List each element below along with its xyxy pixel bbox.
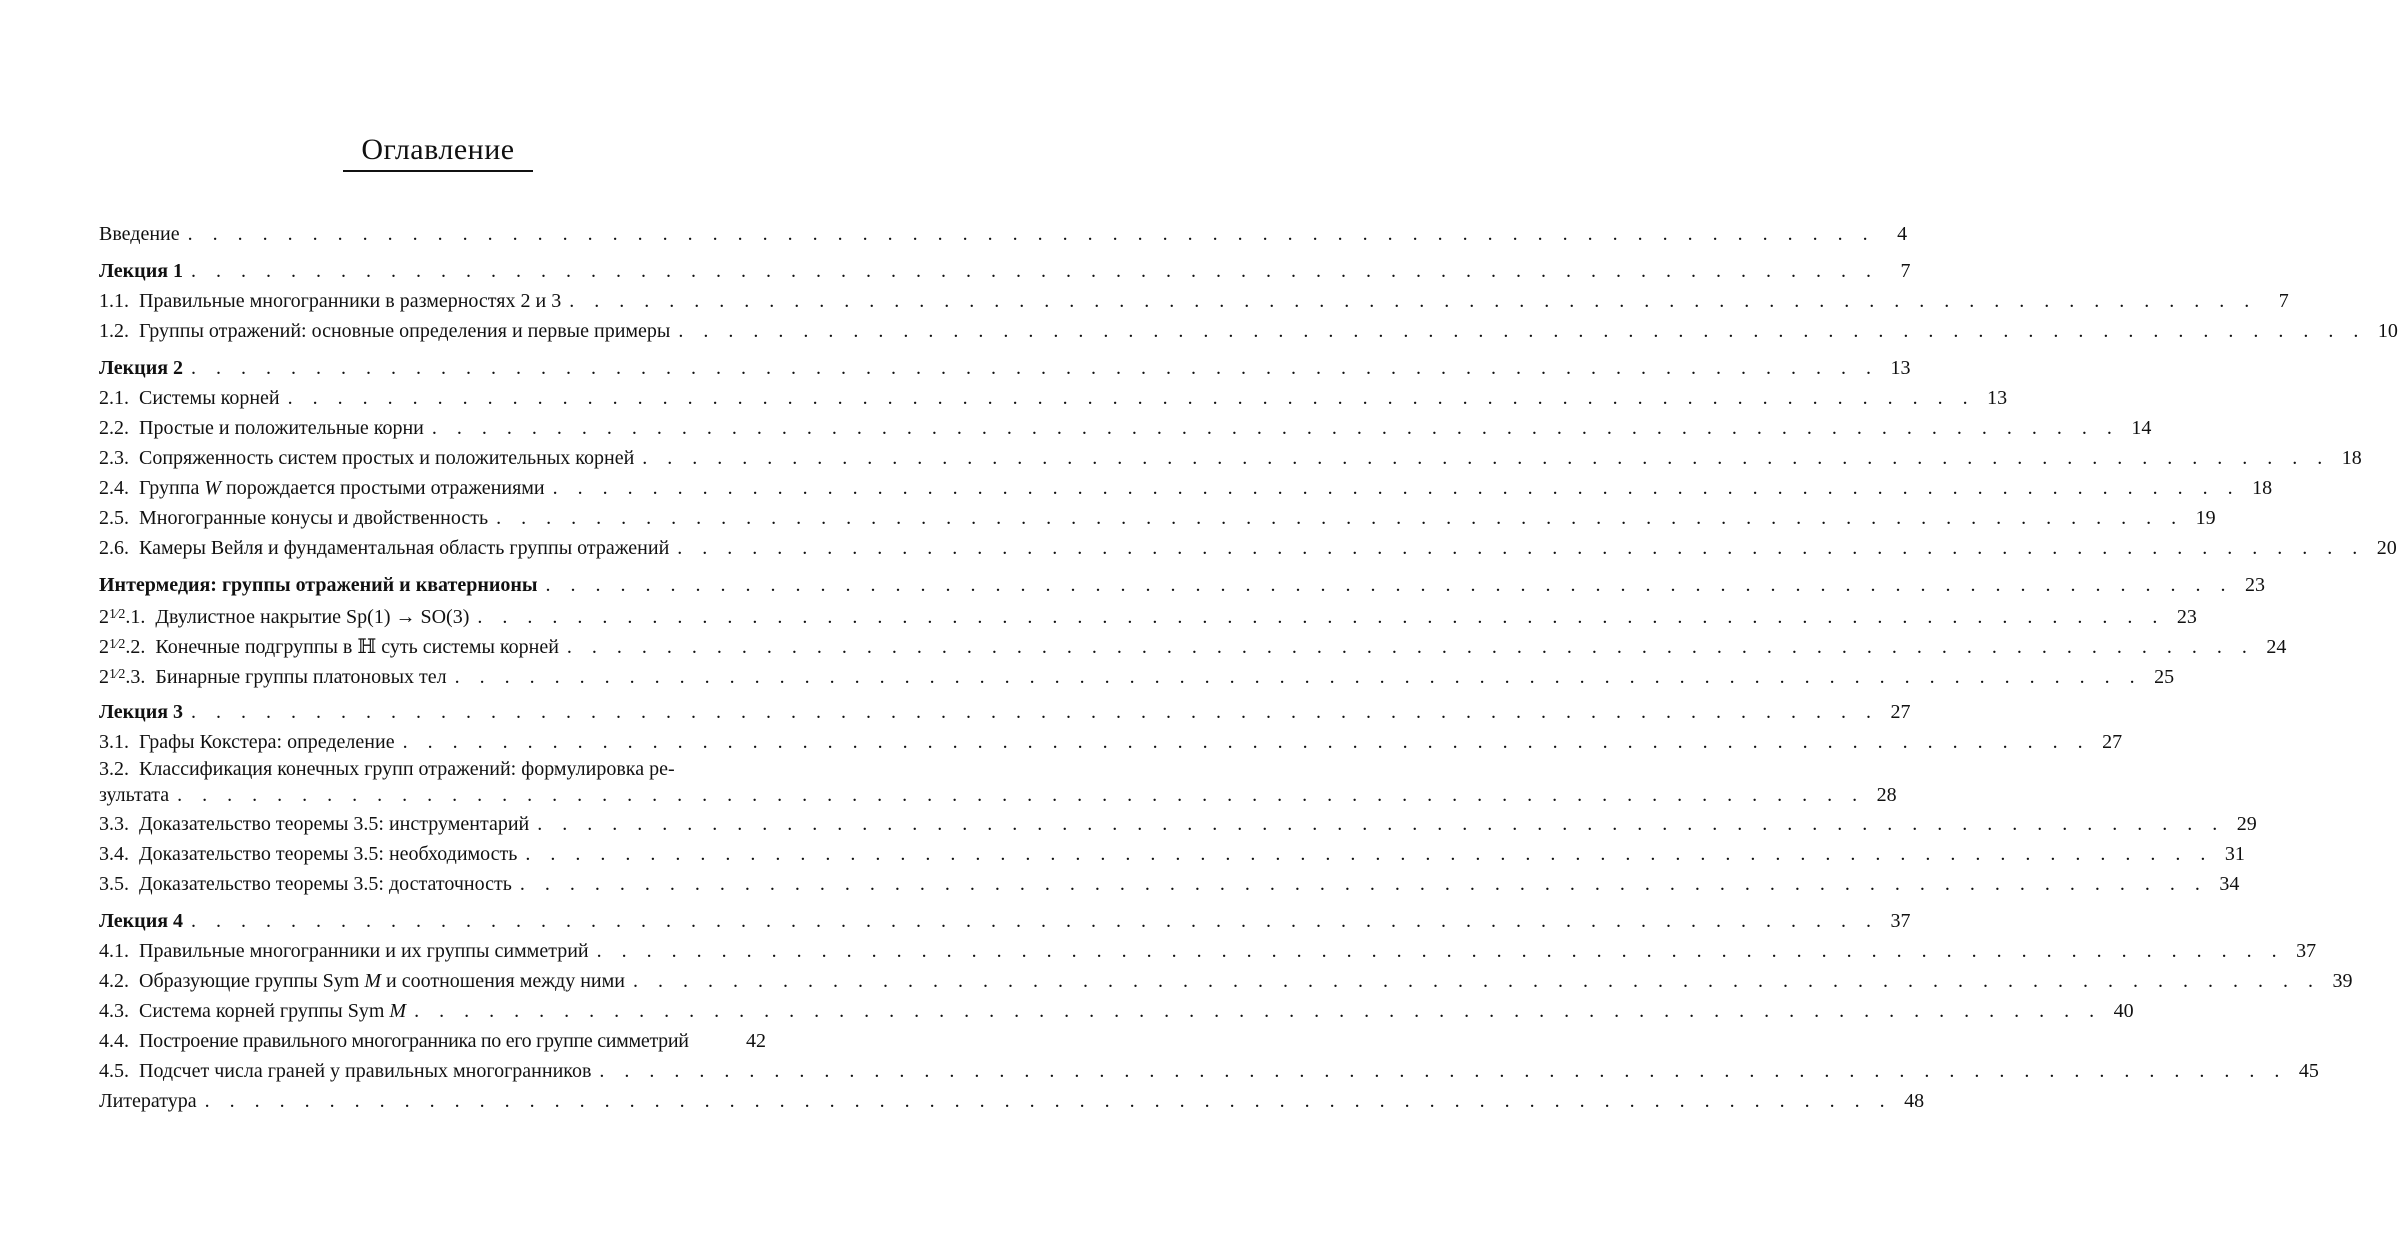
- toc-entry-label: [139, 473, 545, 503]
- section-number: 3.1.: [99, 731, 129, 753]
- label-text: и соотношения между ними: [381, 970, 625, 992]
- toc-entry-label: Классификация конечных групп отражений: формулировка ре-: [139, 758, 675, 780]
- number-part: .2.: [125, 636, 146, 658]
- table-of-contents: [99, 219, 2398, 1116]
- toc-entry-2h-1[interactable]: [99, 600, 2197, 630]
- section-number: [99, 600, 145, 632]
- toc-entry-4-1[interactable]: [99, 936, 2317, 966]
- fraction-half: 1⁄2: [109, 637, 126, 652]
- dot-leader: [288, 383, 1976, 413]
- dot-leader: [546, 570, 2234, 600]
- toc-entry-page: 18: [2252, 477, 2273, 499]
- toc-entry-page: 24: [2266, 636, 2287, 658]
- toc-entry-2-5[interactable]: [99, 503, 2216, 533]
- toc-entry-label: Сопряженность систем простых и положительных корней: [139, 447, 635, 469]
- section-number: 4.2.: [99, 970, 129, 992]
- dot-leader: [537, 809, 2225, 839]
- section-number: 3.4.: [99, 843, 129, 865]
- number-part: 2: [99, 636, 109, 658]
- toc-entry-1-2[interactable]: [99, 316, 2398, 346]
- section-number: 2.3.: [99, 447, 129, 469]
- section-number: 3.2.: [99, 758, 129, 780]
- toc-entry-page: 34: [2219, 873, 2240, 895]
- toc-entry-page: 37: [1890, 910, 1911, 932]
- toc-entry-label: Доказательство теоремы 3.5: достаточность: [139, 873, 512, 895]
- toc-entry-label: Группы отражений: основные определения и первые примеры: [139, 320, 671, 342]
- toc-entry-page: 48: [1904, 1090, 1925, 1112]
- number-part: .3.: [125, 666, 146, 688]
- toc-entry-2-4[interactable]: [99, 473, 2273, 503]
- toc-entry-label: Подсчет числа граней у правильных многогранников: [139, 1060, 592, 1082]
- dot-leader: [677, 533, 2365, 563]
- toc-entry-label: Доказательство теоремы 3.5: инструментарий: [139, 813, 530, 835]
- toc-entry-label: Системы корней: [139, 387, 280, 409]
- toc-entry-2h-3[interactable]: [99, 660, 2175, 690]
- toc-entry-4-4[interactable]: [99, 1026, 766, 1056]
- toc-entry-page: 13: [1987, 387, 2008, 409]
- dot-leader: [520, 869, 2208, 899]
- toc-entry-2-1[interactable]: [99, 383, 2008, 413]
- section-number: 4.5.: [99, 1060, 129, 1082]
- dot-leader: [205, 1086, 1893, 1116]
- toc-entry-page: 10: [2377, 320, 2398, 342]
- toc-entry-label: Многогранные конусы и двойственность: [139, 507, 489, 529]
- toc-entry-2-6[interactable]: [99, 533, 2397, 563]
- toc-entry-bibliography[interactable]: [99, 1086, 1925, 1116]
- dot-leader: [567, 632, 2255, 662]
- toc-entry-label: Камеры Вейля и фундаментальная область группы отражений: [139, 537, 670, 559]
- dot-leader: [191, 353, 1879, 383]
- dot-leader: [432, 413, 2120, 443]
- toc-entry-2-2[interactable]: [99, 413, 2152, 443]
- toc-entry-label: Простые и положительные корни: [139, 417, 424, 439]
- toc-entry-label: Введение: [99, 223, 180, 245]
- label-text: Образующие группы Sym: [139, 970, 365, 992]
- toc-entry-label: Двулистное накрытие Sp(1) → SO(3): [155, 606, 470, 628]
- toc-entry-label: [139, 996, 406, 1026]
- dot-leader: [191, 256, 1879, 286]
- toc-entry-2-3[interactable]: [99, 443, 2362, 473]
- toc-entry-3-5[interactable]: [99, 869, 2240, 899]
- number-part: .1.: [125, 606, 146, 628]
- toc-entry-page: 14: [2131, 417, 2152, 439]
- page-title: Оглавление: [343, 131, 532, 172]
- toc-entry-label: Правильные многогранники в размерностях 2 и 3: [139, 290, 562, 312]
- dot-leader: [177, 781, 1865, 809]
- dot-leader: [642, 443, 2330, 473]
- section-number: 2.5.: [99, 507, 129, 529]
- number-part: 2: [99, 666, 109, 688]
- toc-entry-page: 40: [2113, 1000, 2134, 1022]
- toc-entry-page: 19: [2195, 507, 2216, 529]
- toc-entry-label: Лекция 2: [99, 357, 184, 379]
- label-text: Группа: [139, 477, 205, 499]
- dot-leader: [414, 996, 2102, 1026]
- toc-entry-4-3[interactable]: [99, 996, 2134, 1026]
- section-number: 2.6.: [99, 537, 129, 559]
- toc-entry-page: 42: [746, 1030, 766, 1052]
- fraction-half: 1⁄2: [109, 607, 126, 622]
- dot-leader: [191, 906, 1879, 936]
- label-text: порождается простыми отражениями: [221, 477, 545, 499]
- fraction-half: 1⁄2: [109, 667, 126, 682]
- toc-entry-label: Лекция 4: [99, 910, 184, 932]
- toc-entry-page: 25: [2154, 666, 2175, 688]
- toc-entry-label: Доказательство теоремы 3.5: необходимость: [139, 843, 518, 865]
- section-number: [99, 630, 145, 662]
- toc-entry-page: 37: [2296, 940, 2317, 962]
- section-number: 2.1.: [99, 387, 129, 409]
- toc-entry-page: 23: [2176, 606, 2197, 628]
- toc-entry-page: 27: [2102, 731, 2123, 753]
- toc-entry-label: зультата: [99, 784, 170, 806]
- toc-entry-label: [139, 966, 625, 996]
- toc-entry-page: 7: [1900, 260, 1911, 282]
- toc-entry-page: 7: [2278, 290, 2289, 312]
- section-number: 4.3.: [99, 1000, 129, 1022]
- toc-entry-line-1: [99, 757, 1897, 781]
- toc-entry-2h-2[interactable]: [99, 630, 2287, 660]
- section-number: [99, 660, 145, 692]
- dot-leader: [188, 219, 1876, 249]
- math-symbol: M: [364, 970, 382, 992]
- toc-entry-page: 28: [1876, 784, 1897, 806]
- toc-entry-page: 13: [1890, 357, 1911, 379]
- toc-entry-label: Литература: [99, 1090, 197, 1112]
- toc-entry-lecture-1[interactable]: [99, 256, 1911, 286]
- toc-entry-label: Правильные многогранники и их группы симметрий: [139, 940, 589, 962]
- toc-entry-3-4[interactable]: [99, 839, 2245, 869]
- toc-entry-3-1[interactable]: [99, 727, 2123, 757]
- dot-leader: [477, 602, 2165, 632]
- label-text: Система корней группы Sym: [139, 1000, 390, 1022]
- dot-leader: [496, 503, 2184, 533]
- dot-leader: [597, 936, 2285, 966]
- dot-leader: [455, 662, 2143, 692]
- number-part: 2: [99, 606, 109, 628]
- dot-leader: [403, 727, 2091, 757]
- math-symbol: M: [389, 1000, 407, 1022]
- toc-entry-4-5[interactable]: [99, 1056, 2319, 1086]
- toc-entry-label: Конечные подгруппы в ℍ суть системы корней: [155, 636, 559, 658]
- dot-leader: [633, 966, 2321, 996]
- toc-entry-3-2[interactable]: [99, 757, 1897, 809]
- section-number: 3.5.: [99, 873, 129, 895]
- section-number: 4.1.: [99, 940, 129, 962]
- math-symbol: W: [204, 477, 221, 499]
- toc-entry-label: Интермедия: группы отражений и кватернионы: [99, 574, 538, 596]
- toc-entry-page: 4: [1897, 223, 1908, 245]
- toc-entry-label: Построение правильного многогранника по его группе симметрий: [139, 1030, 689, 1052]
- toc-entry-page: 23: [2245, 574, 2266, 596]
- section-number: 1.1.: [99, 290, 129, 312]
- toc-entry-line-2: [99, 781, 1897, 809]
- toc-entry-page: 29: [2236, 813, 2257, 835]
- toc-entry-introduction[interactable]: [99, 219, 1908, 249]
- toc-entry-page: 39: [2332, 970, 2353, 992]
- section-number: 3.3.: [99, 813, 129, 835]
- section-number: 2.2.: [99, 417, 129, 439]
- toc-entry-4-2[interactable]: [99, 966, 2353, 996]
- toc-title-wrap: [0, 131, 876, 172]
- toc-entry-lecture-2[interactable]: [99, 353, 1911, 383]
- dot-leader: [599, 1056, 2287, 1086]
- dot-leader: [525, 839, 2213, 869]
- toc-entry-3-3[interactable]: [99, 809, 2257, 839]
- dot-leader: [191, 697, 1879, 727]
- toc-entry-lecture-3[interactable]: [99, 697, 1911, 727]
- toc-entry-label: Лекция 1: [99, 260, 184, 282]
- toc-entry-page: 31: [2224, 843, 2245, 865]
- toc-entry-page: 45: [2298, 1060, 2319, 1082]
- section-number: 2.4.: [99, 477, 129, 499]
- toc-entry-page: 20: [2376, 537, 2397, 559]
- dot-leader: [678, 316, 2366, 346]
- toc-entry-label: Графы Кокстера: определение: [139, 731, 395, 753]
- toc-entry-page: 27: [1890, 701, 1911, 723]
- toc-entry-label: Бинарные группы платоновых тел: [155, 666, 447, 688]
- toc-entry-multiline: [99, 757, 1897, 809]
- toc-entry-label: Лекция 3: [99, 701, 184, 723]
- dot-leader: [553, 473, 2241, 503]
- section-number: 4.4.: [99, 1030, 129, 1052]
- section-number: 1.2.: [99, 320, 129, 342]
- toc-entry-1-1[interactable]: [99, 286, 2289, 316]
- toc-entry-lecture-4[interactable]: [99, 906, 1911, 936]
- dot-leader: [569, 286, 2257, 316]
- toc-entry-page: 18: [2341, 447, 2362, 469]
- toc-entry-intermedia[interactable]: [99, 570, 2266, 600]
